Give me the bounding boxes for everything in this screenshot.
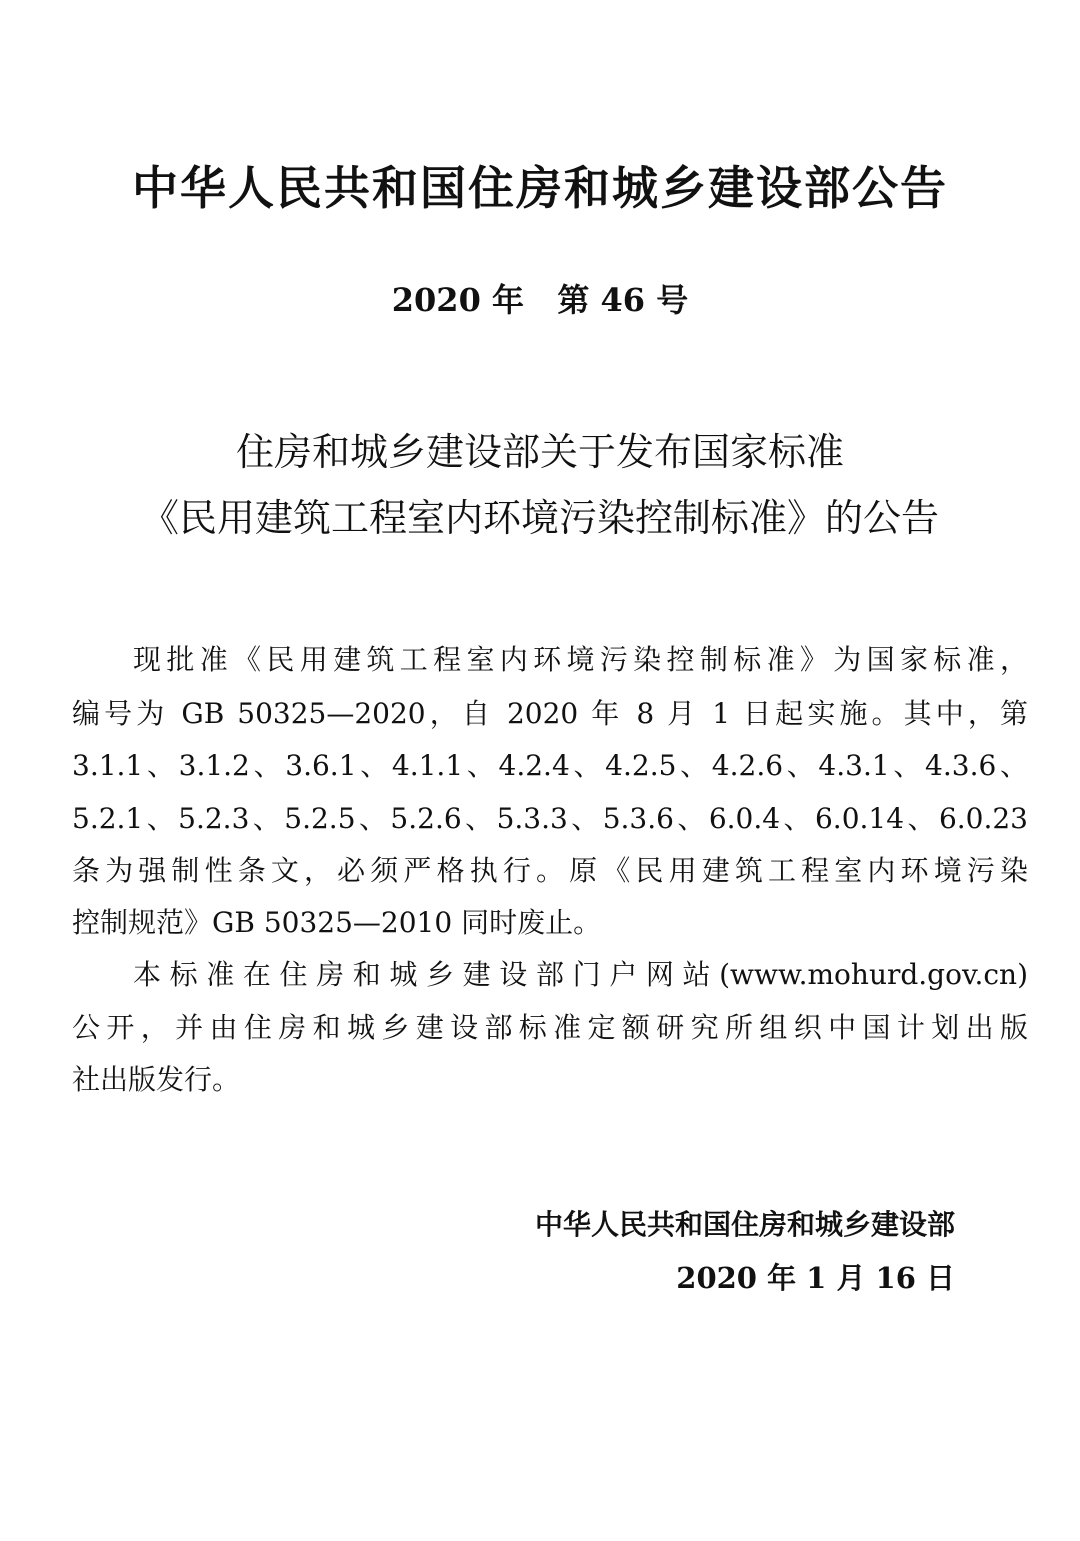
subtitle-line-1: 住房和城乡建设部关于发布国家标准 <box>235 430 844 474</box>
subtitle-line-2: 《民用建筑工程室内环境污染控制标准》的公告 <box>140 496 939 540</box>
body-paragraph-2-line-2: 公开，并由住房和城乡建设部标准定额研究所组织中国计划出版 <box>72 1011 1028 1044</box>
body-paragraph-1-line-4: 5.2.1、5.2.3、5.2.5、5.2.6、5.3.3、5.3.6、6.0.4、6.0.14、6.0.23 <box>72 802 1028 835</box>
body-paragraph-1-line-5: 条为强制性条文，必须严格执行。原《民用建筑工程室内环境污染 <box>72 854 1028 887</box>
signature-organization: 中华人民共和国住房和城乡建设部 <box>534 1208 955 1241</box>
body-paragraph-2-line-1: 本标准在住房和城乡建设部门户网站(www.mohurd.gov.cn) <box>133 958 1028 991</box>
body-paragraph-1-line-3: 3.1.1、3.1.2、3.6.1、4.1.1、4.2.4、4.2.5、4.2.6、4.3.1、4.3.6、 <box>72 749 1028 782</box>
body-paragraph-1-line-6: 控制规范》GB 50325—2010 同时废止。 <box>72 906 602 939</box>
body-paragraph-2-line-3: 社出版发行。 <box>72 1063 241 1096</box>
issue-number: 2020 年 第 46 号 <box>391 281 689 319</box>
body-paragraph-1-line-2: 编号为 GB 50325—2020，自 2020 年 8 月 1 日起实施。其中，第 <box>72 697 1028 730</box>
body-paragraph-1-line-1: 现批准《民用建筑工程室内环境污染控制标准》为国家标准， <box>133 643 1028 676</box>
signature-date: 2020 年 1 月 16 日 <box>676 1261 955 1295</box>
announcement-title: 中华人民共和国住房和城乡建设部公告 <box>132 161 948 215</box>
